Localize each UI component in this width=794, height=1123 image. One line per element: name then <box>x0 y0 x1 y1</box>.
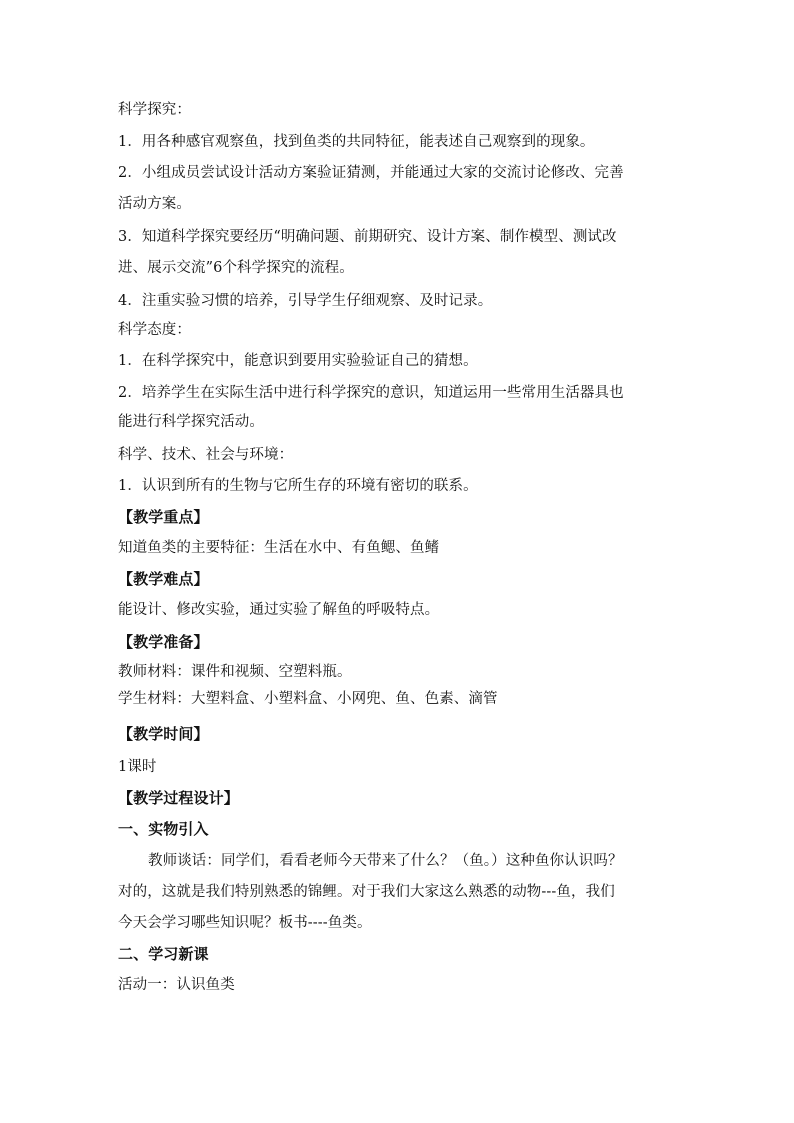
heading-part-two: 二、学习新课 <box>118 945 209 963</box>
paragraph-line: 1．用各种感官观察鱼，找到鱼类的共同特征，能表述自己观察到的现象。 <box>118 134 595 150</box>
heading-process: 【教学过程设计】 <box>118 789 239 807</box>
section-heading-attitude: 科学态度： <box>118 322 191 338</box>
paragraph-line: 教师谈话：同学们，看看老师今天带来了什么？（鱼。）这种鱼你认识吗？ <box>148 853 623 869</box>
paragraph-line: 2．小组成员尝试设计活动方案验证猜测，并能通过大家的交流讨论修改、完善 <box>118 165 624 181</box>
paragraph-line: 活动方案。 <box>118 196 191 212</box>
heading-key-points: 【教学重点】 <box>118 508 209 526</box>
section-heading-sts: 科学、技术、社会与环境： <box>118 447 294 463</box>
heading-part-one: 一、实物引入 <box>118 820 209 838</box>
paragraph-line: 能设计、修改实验，通过实验了解鱼的呼吸特点。 <box>118 602 440 618</box>
paragraph-line: 1课时 <box>118 759 157 775</box>
paragraph-line: 知道鱼类的主要特征：生活在水中、有鱼鳃、鱼鳍 <box>118 540 440 556</box>
section-heading-inquiry: 科学探究： <box>118 102 191 118</box>
paragraph-line: 1．在科学探究中，能意识到要用实验验证自己的猜想。 <box>118 353 478 369</box>
heading-time: 【教学时间】 <box>118 725 209 743</box>
paragraph-line: 3．知道科学探究要经历“明确问题、前期研究、设计方案、制作模型、测试改 <box>118 229 617 245</box>
heading-preparation: 【教学准备】 <box>118 633 209 651</box>
paragraph-line: 1．认识到所有的生物与它所生存的环境有密切的联系。 <box>118 478 478 494</box>
heading-difficulties: 【教学难点】 <box>118 570 209 588</box>
paragraph-line: 能进行科学探究活动。 <box>118 414 264 430</box>
paragraph-line: 教师材料：课件和视频、空塑料瓶。 <box>118 664 352 680</box>
paragraph-line: 活动一：认识鱼类 <box>118 977 235 993</box>
paragraph-line: 今天会学习哪些知识呢？板书----鱼类。 <box>118 915 372 931</box>
paragraph-line: 进、展示交流”6个科学探究的流程。 <box>118 260 354 276</box>
paragraph-line: 学生材料：大塑料盒、小塑料盒、小网兜、鱼、色素、滴管 <box>118 691 498 707</box>
paragraph-line: 2．培养学生在实际生活中进行科学探究的意识，知道运用一些常用生活器具也 <box>118 385 624 401</box>
paragraph-line: 对的，这就是我们特别熟悉的锦鲤。对于我们大家这么熟悉的动物---鱼，我们 <box>118 884 615 900</box>
paragraph-line: 4．注重实验习惯的培养，引导学生仔细观察、及时记录。 <box>118 293 493 309</box>
